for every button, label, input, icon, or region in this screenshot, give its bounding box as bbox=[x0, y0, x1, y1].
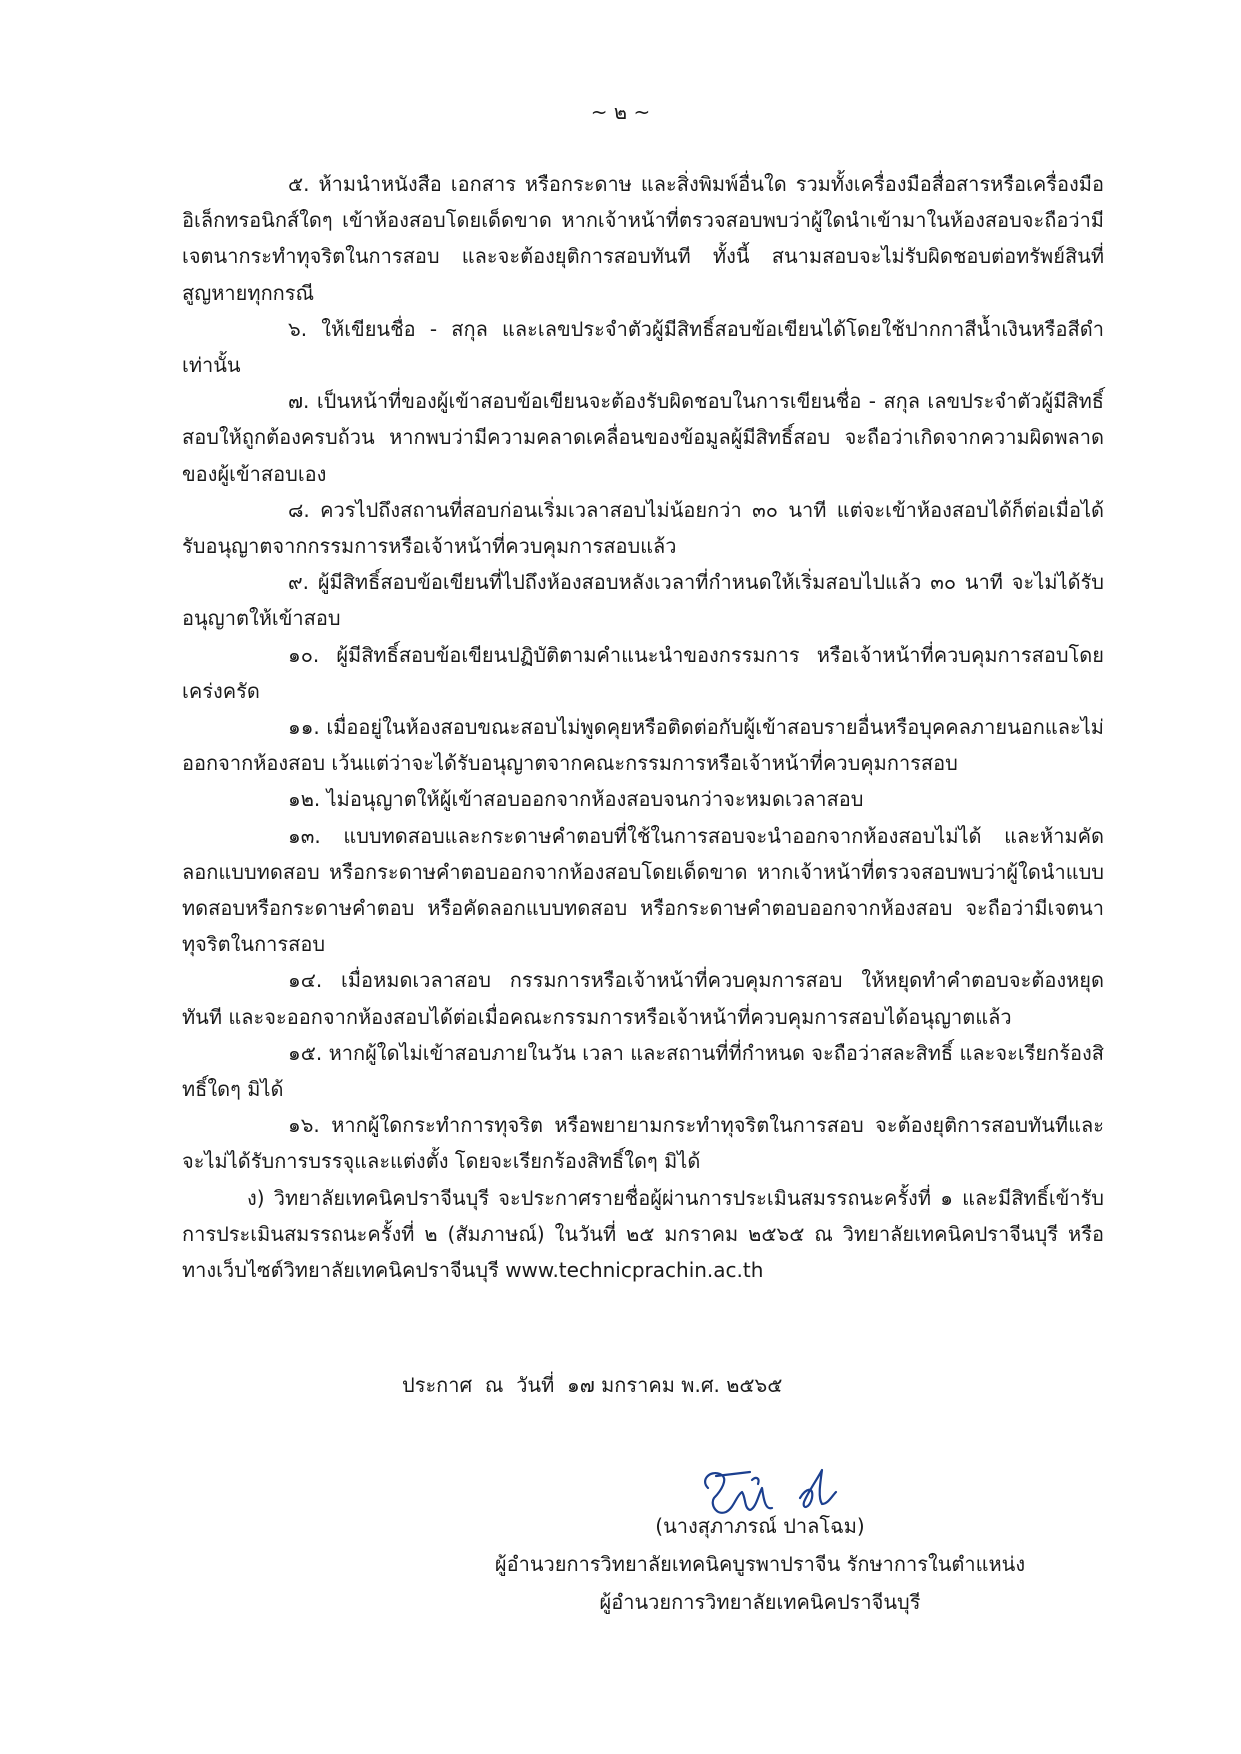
rule-7: ๗. เป็นหน้าที่ของผู้เข้าสอบข้อเขียนจะต้องรับผิดชอบในการเขียนชื่อ - สกุล เลขประจำตัวผู้มีสิทธิ์สอบให้ถูกต้องครบถ้วน หากพบว่ามีความคลาดเคลื่อนของข้อมูลผู้มีสิทธิ์สอบ จะถือว่าเกิดจากความผิดพลาดของผู้เข้าสอบเอง bbox=[182, 389, 1104, 486]
rule-8: ๘. ควรไปถึงสถานที่สอบก่อนเริ่มเวลาสอบไม่น้อยกว่า ๓๐ นาที แต่จะเข้าห้องสอบได้ก็ต่อเมื่อได้รับอนุญาตจากกรรมการหรือเจ้าหน้าที่ควบคุมการสอบแล้ว bbox=[182, 497, 1104, 559]
page-number: ~ ๒ ~ bbox=[590, 100, 651, 124]
rule-9: ๙. ผู้มีสิทธิ์สอบข้อเขียนที่ไปถึงห้องสอบหลังเวลาที่กำหนดให้เริ่มสอบไปแล้ว ๓๐ นาที จะไม่ได้รับอนุญาตให้เข้าสอบ bbox=[182, 570, 1104, 631]
signer-position-line-1: ผู้อำนวยการวิทยาลัยเทคนิคบูรพาปราจีน รักษาการในตำแหน่ง bbox=[494, 1552, 1026, 1576]
rule-16: ๑๖. หากผู้ใดกระทำการทุจริต หรือพยายามกระทำทุจริตในการสอบ จะต้องยุติการสอบทันทีและจะไม่ได้รับการบรรจุและแต่งตั้ง โดยจะเรียกร้องสิทธิ์ใดๆ มิได้ bbox=[182, 1113, 1104, 1174]
rule-12: ๑๒. ไม่อนุญาตให้ผู้เข้าสอบออกจากห้องสอบจนกว่าจะหมดเวลาสอบ bbox=[288, 787, 864, 812]
signer-name: (นางสุภาภรณ์ ปาลโฉม) bbox=[655, 1514, 865, 1538]
rule-10: ๑๐. ผู้มีสิทธิ์สอบข้อเขียนปฏิบัติตามคำแนะนำของกรรมการ หรือเจ้าหน้าที่ควบคุมการสอบโดยเคร่งครัด bbox=[182, 642, 1104, 703]
announcement-date: ประกาศ ณ วันที่ ๑๗ มกราคม พ.ศ. ๒๕๖๕ bbox=[402, 1373, 783, 1397]
signer-position-line-2: ผู้อำนวยการวิทยาลัยเทคนิคปราจีนบุรี bbox=[599, 1590, 921, 1614]
results-announcement-item: ง) วิทยาลัยเทคนิคปราจีนบุรี จะประกาศรายชื่อผู้ผ่านการประเมินสมรรถนะครั้งที่ ๑ และมีสิทธิ์เข้ารับการประเมินสมรรถนะครั้งที่ ๒ (สัมภาษณ์) ในวันที่ ๒๕ มกราคม ๒๕๖๕ ณ วิทยาลัยเทคนิคปราจีนบุรี หรือทางเว็บไซต์วิทยาลัยเทคนิคปราจีนบุรี www.technicprachin.ac.th bbox=[182, 1185, 1104, 1283]
rule-5: ๕. ห้ามนำหนังสือ เอกสาร หรือกระดาษ และสิ่งพิมพ์อื่นใด รวมทั้งเครื่องมือสื่อสารหรือเครื่องมืออิเล็กทรอนิกส์ใดๆ เข้าห้องสอบโดยเด็ดขาด หากเจ้าหน้าที่ตรวจสอบพบว่าผู้ใดนำเข้ามาในห้องสอบจะถือว่ามีเจตนากระทำทุจริตในการสอบ และจะต้องยุติการสอบทันที ทั้งนี้ สนามสอบจะไม่รับผิดชอบต่อทรัพย์สินที่สูญหายทุกกรณี bbox=[182, 172, 1104, 305]
signature-block bbox=[440, 1507, 1080, 1621]
rule-13: ๑๓. แบบทดสอบและกระดาษคำตอบที่ใช้ในการสอบจะนำออกจากห้องสอบไม่ได้ และห้ามคัดลอกแบบทดสอบ หรือกระดาษคำตอบออกจากห้องสอบโดยเด็ดขาด หากเจ้าหน้าที่ตรวจสอบพบว่าผู้ใดนำแบบทดสอบหรือกระดาษคำตอบ หรือคัดลอกแบบทดสอบ หรือกระดาษคำตอบออกจากห้องสอบ จะถือว่ามีเจตนาทุจริตในการสอบ bbox=[182, 823, 1104, 957]
rule-6: ๖. ให้เขียนชื่อ - สกุล และเลขประจำตัวผู้มีสิทธิ์สอบข้อเขียนได้โดยใช้ปากกาสีน้ำเงินหรือสีดำเท่านั้น bbox=[182, 316, 1104, 378]
rule-14: ๑๔. เมื่อหมดเวลาสอบ กรรมการหรือเจ้าหน้าที่ควบคุมการสอบ ให้หยุดทำคำตอบจะต้องหยุดทันที และจะออกจากห้องสอบได้ต่อเมื่อคณะกรรมการหรือเจ้าหน้าที่ควบคุมการสอบได้อนุญาตแล้ว bbox=[182, 968, 1104, 1029]
rule-15: ๑๕. หากผู้ใดไม่เข้าสอบภายในวัน เวลา และสถานที่ที่กำหนด จะถือว่าสละสิทธิ์ และจะเรียกร้องสิทธิ์ใดๆ มิได้ bbox=[182, 1040, 1104, 1102]
rule-11: ๑๑. เมื่ออยู่ในห้องสอบขณะสอบไม่พูดคุยหรือติดต่อกับผู้เข้าสอบรายอื่นหรือบุคคลภายนอกและไม่ออกจากห้องสอบ เว้นแต่ว่าจะได้รับอนุญาตจากคณะกรรมการหรือเจ้าหน้าที่ควบคุมการสอบ bbox=[182, 715, 1104, 776]
rules-body bbox=[182, 166, 1104, 1288]
